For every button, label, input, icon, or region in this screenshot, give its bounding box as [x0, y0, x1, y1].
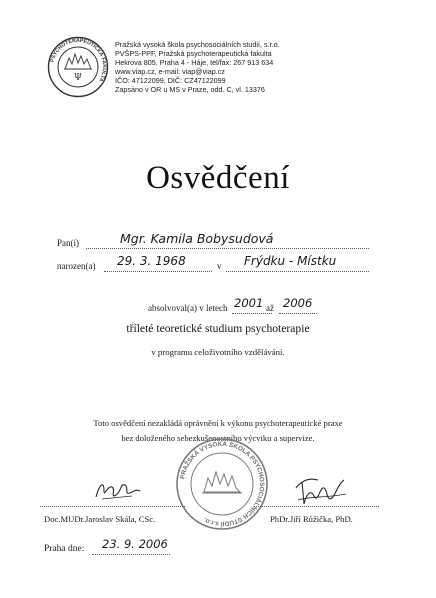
born-dotted-line [104, 271, 212, 272]
born-label: narozen(a) [57, 261, 96, 271]
header-line: Pražská vysoká škola psychosociálních studií, s.r.o. [115, 40, 280, 49]
place-value: Frýdku - Místku [244, 254, 337, 268]
date-dotted-line [92, 554, 170, 555]
date-value: 23. 9. 2006 [102, 537, 168, 551]
years-label: absolvoval(a) v letech [148, 303, 228, 313]
logo-ring-text: PSYCHOTERAPEUTICKÁ FAKULTA [49, 37, 108, 83]
left-signature [92, 477, 144, 503]
place-dotted-line [226, 271, 369, 272]
note-line: Toto osvědčení nezakládá oprávnění k výkonu psychoterapeutické praxe [93, 418, 343, 428]
seal-ring-text: PRAŽSKÁ VYSOKÁ ŠKOLA PSYCHOSOCIÁLNÍCH STUDIÍ s.r.o. [179, 440, 266, 528]
to-label: až [266, 303, 274, 313]
svg-text:Ψ: Ψ [74, 73, 82, 83]
place-label: v [217, 261, 222, 271]
official-seal [174, 436, 270, 532]
year-to-dotted-line [279, 313, 317, 314]
header-line: IČO: 47122099, DIČ: CZ47122099 [115, 76, 226, 85]
name-label: Pan(í) [57, 238, 79, 248]
document-title: Osvědčení [146, 160, 290, 196]
institution-header [115, 40, 280, 94]
left-signature-line [40, 506, 185, 507]
header-line: Hekrova 805, Praha 4 - Háje, tel/fax: 267 913 634 [115, 58, 274, 67]
right-signature [292, 474, 350, 508]
header-line: Zapsáno v OR u MS v Praze, odd. C, vl. 13376 [115, 85, 265, 94]
year-from-value: 2001 [234, 296, 264, 310]
note-line: bez doloženého sebezkušenostního výcviku a supervize. [121, 433, 315, 443]
course-text: tříleté teoretické studium psychoterapie [126, 322, 310, 335]
left-signatory-name: Doc.MUDr.Jaroslav Skála, CSc. [44, 514, 156, 524]
year-from-dotted-line [232, 313, 272, 314]
year-to-value: 2006 [283, 296, 313, 310]
name-value: Mgr. Kamila Bobysudová [120, 231, 274, 246]
born-value: 29. 3. 1968 [117, 254, 186, 268]
right-signatory-name: PhDr.Jiří Růžička, PhD. [270, 514, 353, 524]
header-line: www.viap.cz, e-mail: viap@viap.cz [115, 67, 225, 76]
faculty-logo [47, 36, 109, 98]
name-dotted-line [86, 248, 369, 249]
program-text: v programu celoživotního vzdělávání. [151, 347, 285, 357]
right-signature-line [254, 506, 379, 507]
date-label: Praha dne: [44, 544, 85, 554]
header-line: PVŠPS-PPF, Pražská psychoterapeutická fakulta [115, 49, 272, 58]
